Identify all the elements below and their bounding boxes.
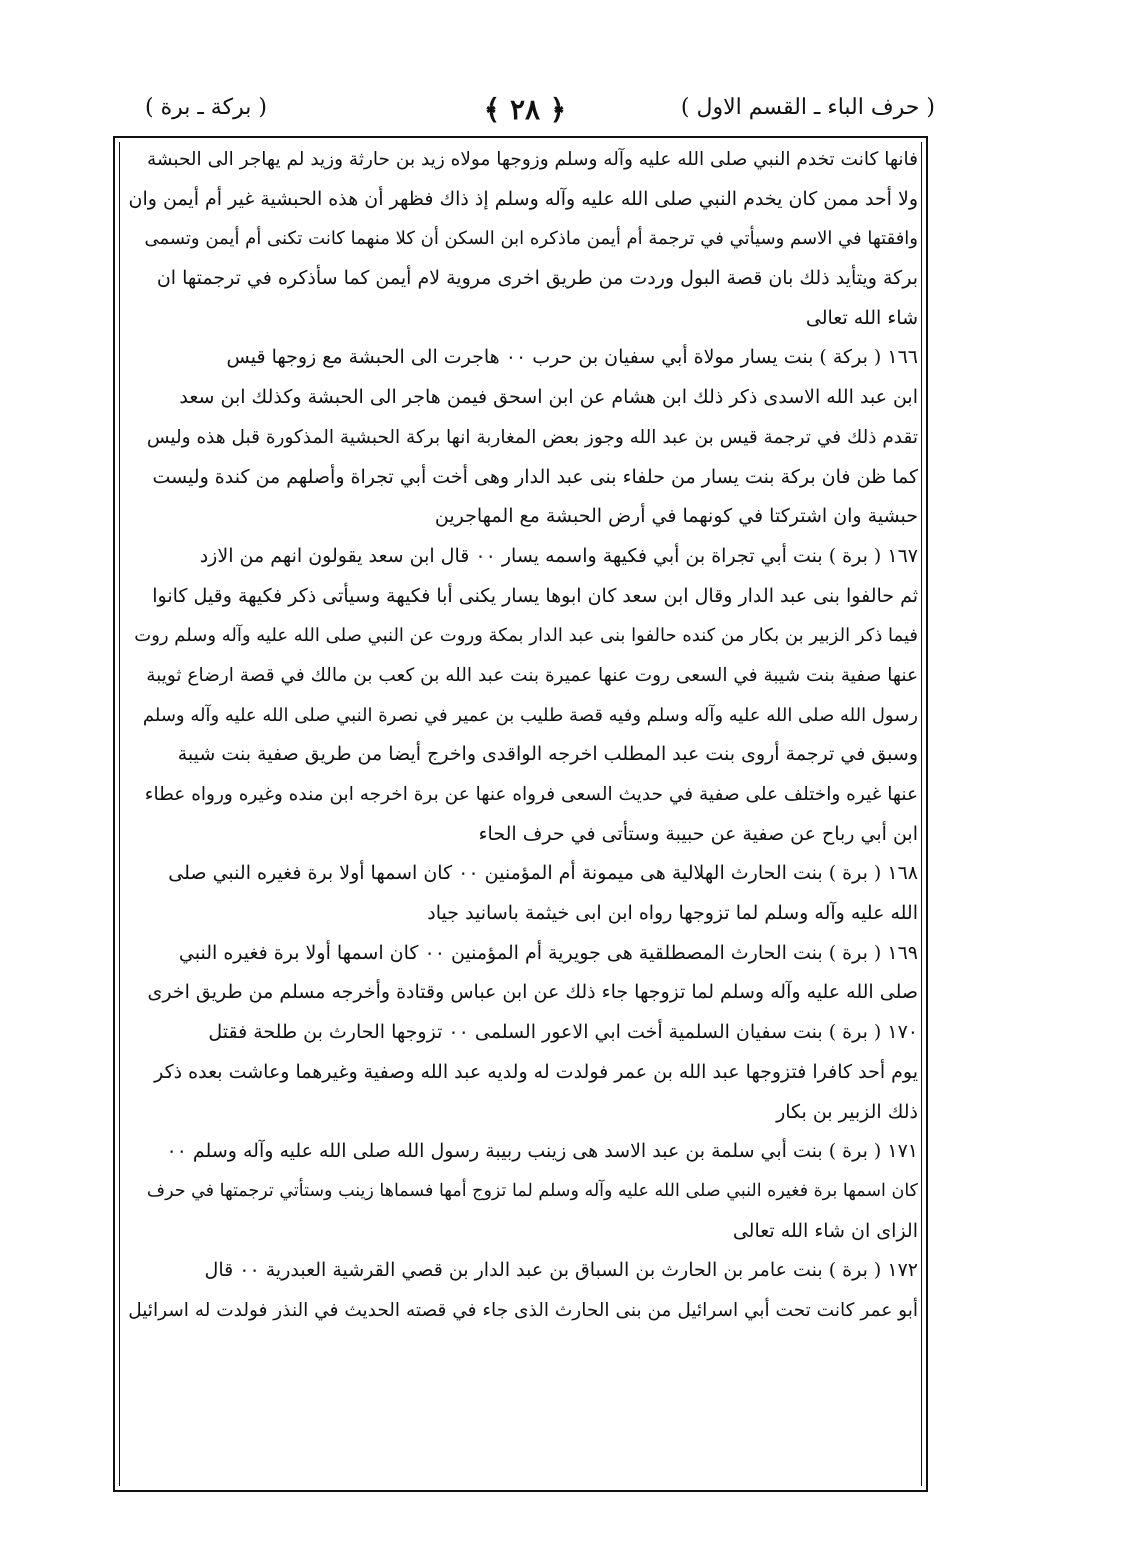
text-line: عنها غيره واختلف على صفية في حديث السعى فرواه عنها عن برة اخرجه ابن منده وغيره ورواه عطاء [144,784,918,805]
text-line: شاء الله تعالى [805,306,918,329]
text-line: الزاى ان شاء الله تعالى [732,1219,918,1242]
header-chapter: ( حرف الباء ـ القسم الاول ) [680,95,935,120]
text-line: ١٦٦ ( بركة ) بنت يسار مولاة أبي سفيان بن حرب ٠٠ هاجرت الى الحبشة مع زوجها قيس [226,346,918,369]
text-line: فيما ذكر الزبير بن بكار من كنده حالفوا بنى عبد الدار بمكة وروت عن النبي صلى الله عليه وآله وسلم روت [134,625,918,647]
page-body [128,140,918,1331]
text-line: ابن أبي رباح عن صفية عن حبيبة وستأتى في حرف الحاء [478,822,918,845]
text-line: ١٦٨ ( برة ) بنت الحارث الهلالية هى ميمونة أم المؤمنين ٠٠ كان اسمها أولا برة فغيره النبي صلى [168,862,918,885]
text-line: ١٧٢ ( برة ) بنت عامر بن الحارث بن السباق بن عبد الدار بن قصي القرشية العبدرية ٠٠ قال [204,1259,918,1282]
text-line: ثم حالفوا بنى عبد الدار وقال ابن سعد كان ابوها يسار يكنى أبا فكيهة وسيأتى ذكر فكيهة وقيل كانوا [152,584,918,607]
text-line: كان اسمها برة فغيره النبي صلى الله عليه وآله وسلم لما تزوج أمها فسماها زينب وستأتي ترجمتها في حرف [146,1180,918,1201]
text-line: ١٧١ ( برة ) بنت أبي سلمة بن عبد الاسد هى زينب ربيبة رسول الله صلى الله عليه وآله وسلم ٠٠ [166,1140,918,1163]
text-line: وسبق في ترجمة أروى بنت عبد المطلب اخرجه الواقدى واخرج أيضا من طريق صفية بنت شيبة [177,743,918,766]
page-header [115,95,935,135]
text-line: كما ظن فان بركة بنت يسار من حلفاء بنى عبد الدار وهى أخت أبي تجراة وأصلهم من كندة وليست [152,465,918,488]
text-line: ١٦٧ ( برة ) بنت أبي تجراة بن أبي فكيهة واسمه يسار ٠٠ قال ابن سعد يقولون انهم من الازد [199,544,918,567]
text-line: صلى الله عليه وآله وسلم لما تزوجها جاء ذلك عن ابن عباس وقتادة وأخرجه مسلم من طريق اخرى [147,981,918,1004]
text-line: أبو عمر كانت تحت أبي اسرائيل من بنى الحارث الذى جاء في قصته الحديث في النذر فولدت له اسرائيل [128,1299,918,1321]
text-line: وافقتها في الاسم وسيأتي في ترجمة أم أيمن ماذكره ابن السكن أن كلا منهما كانت تكنى أم أيمن وتسمى [144,228,918,250]
text-line: عنها صفية بنت شيبة في السعى روت عنها عميرة بنت عبد الله بن كعب بن مالك في قصة ارضاع ثويبة [146,664,918,686]
header-entries: ( بركة ـ برة ) [145,95,267,120]
page-number: ﴿ ٢٨ ﴾ [483,93,567,126]
text-line: فانها كانت تخدم النبي صلى الله عليه وآله وسلم وزوجها مولاه زيد بن حارثة وزيد لم يهاجر الى الحبشة [146,149,918,170]
text-line: ١٧٠ ( برة ) بنت سفيان السلمية أخت ابي الاعور السلمى ٠٠ تزوجها الحارث بن طلحة فقتل [208,1021,918,1044]
text-line: ١٦٩ ( برة ) بنت الحارث المصطلقية هى جويرية أم المؤمنين ٠٠ كان اسمها أولا برة فغيره النبي [178,941,918,964]
text-line: يوم أحد كافرا فتزوجها عبد الله بن عمر فولدت له ولديه عبد الله وصفية وغيرهما وعاشت بعده ذكر [154,1060,918,1083]
text-line: تقدم ذلك في ترجمة قيس بن عبد الله وجوز بعض المغاربة انها بركة الحبشية المذكورة قبل هذه وليس [146,426,918,448]
text-line: الله عليه وآله وسلم لما تزوجها رواه ابن ابى خيثمة باسانيد جياد [427,902,918,925]
text-line: بركة ويتأيد ذلك بان قصة البول وردت من طريق اخرى مروية لام أيمن كما سأذكره في ترجمتها ان [156,267,918,290]
text-line: ولا أحد ممن كان يخدم النبي صلى الله عليه وآله وسلم إذ ذاك فظهر أن هذه الحبشية غير أم أيمن وان [128,187,918,210]
text-line: ذلك الزبير بن بكار [776,1100,918,1123]
text-line: ابن عبد الله الاسدى ذكر ذلك ابن هشام عن ابن اسحق فيمن هاجر الى الحبشة وكذلك ابن سعد [179,386,918,409]
text-line: رسول الله صلى الله عليه وآله وسلم وفيه قصة طليب بن عمير في نصرة النبي صلى الله عليه وآله وسلم [142,704,918,726]
text-line: حبشية وان اشتركتا في كونهما في أرض الحبشة مع المهاجرين [434,505,918,528]
